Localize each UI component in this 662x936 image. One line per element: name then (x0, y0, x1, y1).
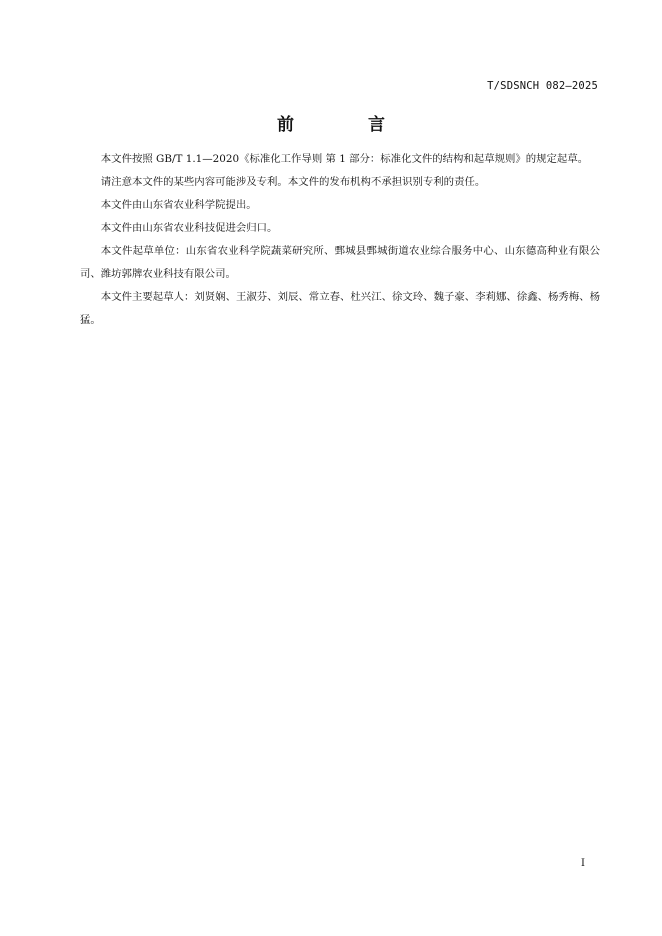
standard-code: T/SDSNCH 082—2025 (487, 80, 598, 92)
paragraph-drafting-rules: 本文件按照 GB/T 1.1—2020《标准化工作导则 第 1 部分：标准化文件的结构和起草规则》的规定起草。 (100, 153, 589, 165)
foreword-body (80, 148, 600, 332)
paragraph-patent-notice: 请注意本文件的某些内容可能涉及专利。本文件的发布机构不承担识别专利的责任。 (100, 176, 486, 188)
page-title: 前 言 (277, 115, 419, 135)
paragraph-drafters: 本文件主要起草人：刘贤娴、王淑芬、刘辰、常立春、杜兴江、徐文玲、魏子豪、李莉娜、徐鑫、杨秀梅、杨猛。 (80, 291, 600, 326)
page-number: I (581, 858, 585, 869)
paragraph-administrator: 本文件由山东省农业科技促进会归口。 (100, 222, 278, 234)
paragraph-proposer: 本文件由山东省农业科学院提出。 (100, 199, 257, 211)
paragraph-drafting-units: 本文件起草单位：山东省农业科学院蔬菜研究所、鄄城县鄄城街道农业综合服务中心、山东德高种业有限公司、潍坊郭牌农业科技有限公司。 (80, 245, 600, 280)
